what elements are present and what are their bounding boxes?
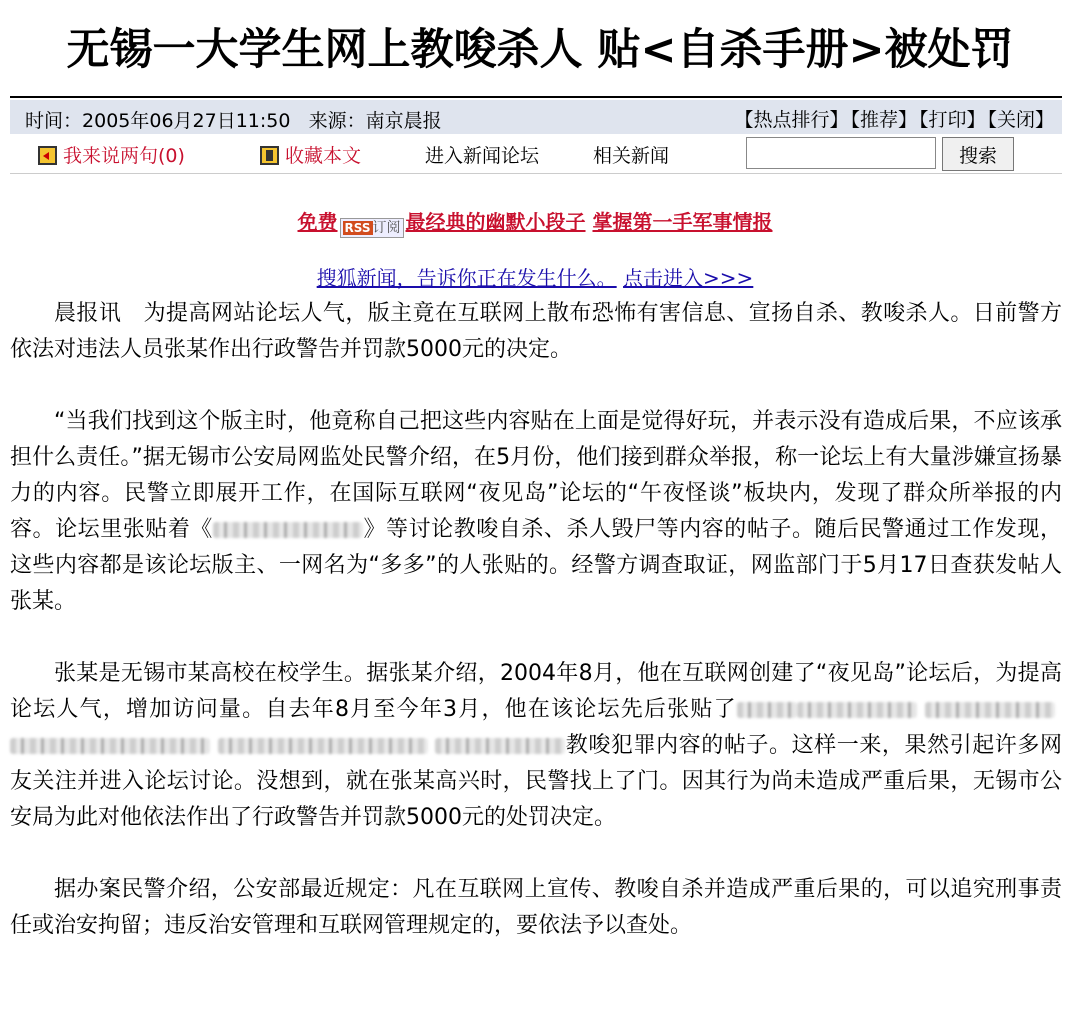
paragraph-2-part-b: 》等讨论教唆自杀、杀人毁尸等内容的帖子。随后民警通过工作发现，这些内容都是该论坛版主、一网名为“多多”的人张贴的。经警方调查取证，网监部门于5月17日查获发帖人张某。 [10, 517, 1062, 614]
time-label: 时间： [25, 110, 83, 132]
blurred-text [10, 738, 210, 754]
paragraph-1: 晨报讯 为提高网站论坛人气，版主竟在互联网上散布恐怖有害信息、宣扬自杀、教唆杀人。日前警方依法对违法人员张某作出行政警告并罚款5000元的决定。 [10, 301, 1062, 362]
bookmark-label: 收藏本文 [285, 145, 362, 167]
search-input[interactable] [746, 137, 936, 169]
paragraph-2 [10, 404, 1062, 620]
paragraph-3-part-a: 张某是无锡市某高校在校学生。据张某介绍，2004年8月，他在互联网创建了“夜见岛”论坛后，为提高论坛人气，增加访问量。自去年8月至今年3月，他在该论坛先后张贴了 [10, 661, 1062, 722]
military-link[interactable]: 掌握第一手军事情报 [592, 210, 773, 234]
meta-bar [10, 100, 1062, 134]
blurred-text [797, 702, 917, 718]
forum-link[interactable]: 进入新闻论坛 [425, 145, 540, 167]
blurred-text [213, 522, 363, 538]
search-button[interactable]: 搜索 [942, 137, 1014, 171]
blurred-text [737, 702, 797, 718]
meta-actions [732, 105, 1054, 132]
humor-link[interactable]: 最经典的幽默小段子 [405, 210, 586, 234]
print-link[interactable]: 【打印】 [918, 109, 986, 131]
article-headline: 无锡一大学生网上教唆杀人 贴<自杀手册>被处罚 [66, 25, 1014, 75]
recommend-link[interactable]: 【推荐】 [850, 109, 917, 131]
hot-ranking-link[interactable]: 【热点排行】 [734, 109, 849, 131]
sohu-promo [0, 262, 1070, 291]
source-value: 南京晨报 [365, 110, 442, 132]
blurred-text [925, 702, 1055, 718]
rss-sub-label: 订阅 [372, 220, 401, 236]
article-body [10, 296, 1062, 980]
comment-label: 我来说两句(0) [63, 145, 185, 167]
source-label: 来源： [308, 110, 366, 132]
article-toolbar [10, 137, 1062, 173]
blurred-text [218, 738, 428, 754]
rss-subscribe-badge[interactable] [340, 218, 404, 238]
paragraph-3 [10, 656, 1062, 836]
speaker-icon [38, 146, 57, 165]
bookmark-button[interactable] [260, 141, 361, 168]
bookmark-icon [260, 146, 279, 165]
paragraph-4: 据办案民警介绍，公安部最近规定：凡在互联网上宣传、教唆自杀并造成严重后果的，可以追究刑事责任或治安拘留；违反治安管理和互联网管理规定的，要依法予以查处。 [10, 877, 1062, 938]
sohu-enter-link[interactable]: 点击进入>>> [623, 266, 754, 290]
toolbar-divider [10, 173, 1062, 174]
headline-divider [10, 96, 1062, 98]
time-value: 2005年06月27日11:50 [82, 110, 291, 132]
related-news-link[interactable]: 相关新闻 [593, 145, 670, 167]
blurred-text [435, 738, 565, 754]
sohu-news-link[interactable]: 搜狐新闻，告诉你正在发生什么。 [316, 266, 617, 290]
paragraph-3-part-b: 教唆犯罪内容的帖子。这样一来，果然引起许多网友关注并进入论坛讨论。没想到，就在张某高兴时，民警找上了门。因其行为尚未造成严重后果，无锡市公安局为此对他依法作出了行政警告并罚款5000元的处罚决定。 [10, 733, 1062, 830]
paragraph-2-part-a: “当我们找到这个版主时，他竟称自己把这些内容贴在上面是觉得好玩，并表示没有造成后果，不应该承担什么责任。”据无锡市公安局网监处民警介绍，在5月份，他们接到群众举报，称一论坛上有大量涉嫌宣扬暴力的内容。民警立即展开工作，在国际互联网“夜见岛”论坛的“午夜怪谈”板块内，发现了群众所举报的内容。论坛里张贴着《 [10, 409, 1062, 542]
promo-free-link[interactable]: 免费 [297, 210, 338, 234]
comment-button[interactable] [38, 141, 185, 168]
promo-bar [0, 206, 1070, 238]
close-link[interactable]: 【关闭】 [987, 109, 1054, 131]
meta-info [25, 106, 442, 133]
rss-icon: RSS [344, 221, 371, 235]
